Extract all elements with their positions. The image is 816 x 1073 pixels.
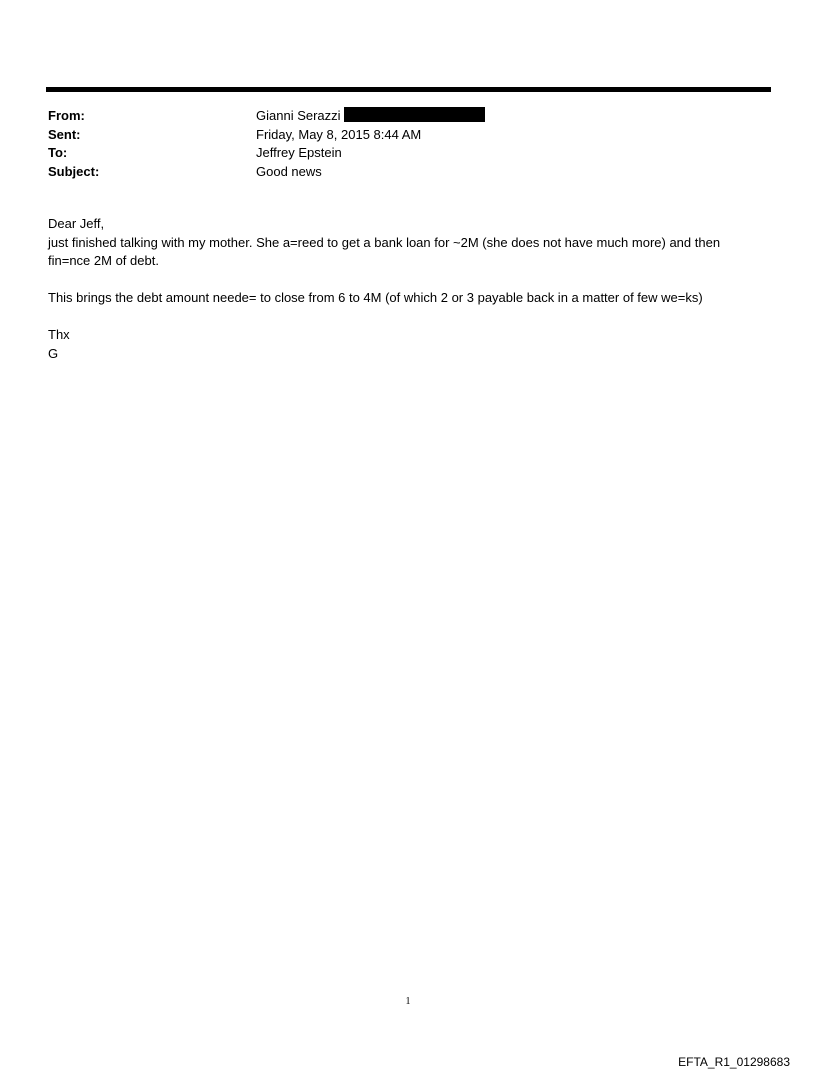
subject-label: Subject: [48, 163, 100, 179]
signature: G [48, 345, 59, 361]
greeting: Dear Jeff, [48, 216, 105, 231]
email-body [48, 215, 763, 363]
page-number: 1 [405, 996, 411, 1007]
to-row [48, 144, 748, 163]
header-divider [46, 87, 771, 92]
to-value: Jeffrey Epstein [256, 145, 342, 160]
body-paragraph-1: just finished talking with my mother. She a=reed to get a bank loan for ~2M (she does not have much more) and then fin=nce 2M of debt. [48, 234, 721, 268]
from-value [256, 107, 485, 126]
sent-label: Sent: [48, 126, 81, 142]
subject-row [48, 163, 748, 182]
redaction-box [344, 107, 485, 122]
to-label: To: [48, 145, 68, 160]
sent-row [48, 126, 748, 145]
sent-value: Friday, May 8, 2015 8:44 AM [256, 126, 422, 142]
body-paragraph-2: This brings the debt amount neede= to close from 6 to 4M (of which 2 or 3 payable back in a matter of few we=ks) [48, 290, 703, 305]
from-row [48, 107, 748, 126]
from-label: From: [48, 108, 85, 123]
signoff: Thx [48, 327, 70, 342]
email-header [48, 107, 748, 181]
document-id: EFTA_R1_01298683 [678, 1055, 790, 1069]
subject-value: Good news [256, 163, 322, 179]
sender-name: Gianni Serazzi [256, 108, 341, 123]
